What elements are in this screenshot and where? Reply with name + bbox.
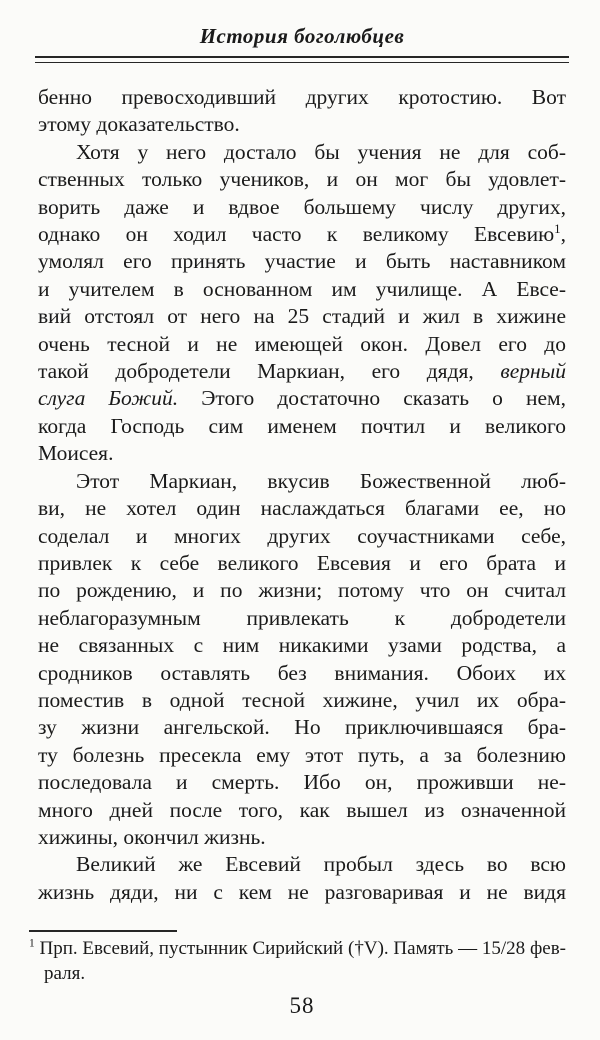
text-run: , bbox=[560, 222, 566, 247]
text-run: Великий же Евсевий пробыл здесь во всю bbox=[76, 852, 566, 877]
text-line bbox=[38, 166, 566, 193]
text-run: бенно превосходивший других кротостию. Вот bbox=[38, 85, 566, 109]
text-line bbox=[38, 248, 566, 275]
text-run: очень тесной и не имеющей окон. Довел его до bbox=[38, 331, 566, 356]
text-line bbox=[38, 879, 566, 906]
text-line bbox=[38, 385, 566, 412]
text-line bbox=[38, 523, 566, 550]
text-line bbox=[38, 276, 566, 303]
text-run: последовала и смерть. Ибо он, проживши не- bbox=[38, 770, 566, 795]
text-run: Моисея. bbox=[38, 441, 114, 466]
text-run: ственных только учеников, и он мог бы удовлет- bbox=[38, 167, 566, 192]
text-line bbox=[38, 221, 566, 248]
text-line bbox=[38, 660, 566, 687]
footnote-rule bbox=[29, 930, 177, 932]
text-line bbox=[38, 632, 566, 659]
text-line bbox=[38, 687, 566, 714]
text-run: однако он ходил часто к великому Евсевию bbox=[38, 222, 555, 247]
text-run: и учителем в основанном им училище. А Евсе- bbox=[38, 276, 566, 301]
text-run: слуга Божий. bbox=[38, 386, 179, 411]
body-text bbox=[38, 84, 566, 906]
text-line bbox=[38, 851, 566, 878]
text-run: поместив в одной тесной хижине, учил их обра- bbox=[38, 687, 566, 712]
text-line bbox=[38, 605, 566, 632]
text-run: соделал и многих других соучастниками себе, bbox=[38, 523, 566, 548]
text-line bbox=[38, 194, 566, 221]
text-line bbox=[38, 413, 566, 440]
text-run: хижины, окончил жизнь. bbox=[38, 824, 266, 849]
text-line bbox=[38, 331, 566, 358]
text-run: неблагоразумным привлекать к добродетели bbox=[38, 605, 566, 630]
footnote-marker: 1 bbox=[554, 221, 561, 236]
header-double-rule bbox=[35, 56, 569, 63]
text-run: вий отстоял от него на 25 стадий и жил в хижине bbox=[38, 304, 566, 329]
running-head-title: История боголюбцев bbox=[199, 24, 405, 48]
page-footer bbox=[29, 930, 566, 1019]
text-run: когда Господь сим именем почтил и великого bbox=[38, 413, 566, 438]
text-line bbox=[38, 84, 566, 111]
footnote-marker: 1 bbox=[29, 937, 35, 950]
text-run: ви, не хотел один наслаждаться благами ее, но bbox=[38, 496, 566, 521]
text-line bbox=[38, 495, 566, 522]
text-run: по рождению, и по жизни; потому что он считал bbox=[38, 578, 566, 603]
text-run: умолял его принять участие и быть наставником bbox=[38, 249, 566, 274]
text-run: жизнь дяди, ни с кем не разговаривая и не видя bbox=[38, 879, 566, 904]
page-header bbox=[38, 24, 566, 63]
text-run: зу жизни ангельской. Но приключившаяся бра- bbox=[38, 715, 566, 740]
text-run: ворить даже и вдвое большему числу других, bbox=[38, 194, 566, 219]
text-line bbox=[38, 139, 566, 166]
text-line bbox=[38, 550, 566, 577]
text-line bbox=[38, 468, 566, 495]
text-run: не связанных с ним никакими узами родства, а bbox=[38, 633, 566, 658]
text-run: раля. bbox=[44, 963, 86, 985]
text-line bbox=[38, 769, 566, 796]
text-line bbox=[38, 824, 566, 851]
text-run: верный bbox=[500, 359, 566, 384]
text-run: сродников оставлять без внимания. Обоих их bbox=[38, 660, 566, 685]
text-line bbox=[38, 577, 566, 604]
text-run: Этого достаточно сказать о нем, bbox=[178, 386, 566, 411]
text-run: этому доказательство. bbox=[38, 112, 240, 137]
text-run: ту болезнь пресекла ему этот путь, а за болезнию bbox=[38, 742, 566, 767]
page-number: 58 bbox=[289, 993, 315, 1019]
text-line bbox=[38, 358, 566, 385]
text-run: такой добродетели Маркиан, его дядя, bbox=[38, 359, 501, 384]
text-line bbox=[38, 797, 566, 824]
text-run: Этот Маркиан, вкусив Божественной люб- bbox=[76, 468, 566, 493]
footnote bbox=[29, 936, 566, 986]
text-line bbox=[38, 714, 566, 741]
text-run: Хотя у него достало бы учения не для соб- bbox=[76, 139, 566, 164]
text-line bbox=[38, 111, 566, 138]
text-line bbox=[38, 303, 566, 330]
text-run: привлек к себе великого Евсевия и его брата и bbox=[38, 550, 566, 575]
text-run: много дней после того, как вышел из означенной bbox=[38, 797, 566, 822]
text-line bbox=[29, 961, 566, 986]
text-line bbox=[38, 440, 566, 467]
text-line bbox=[38, 742, 566, 769]
text-line bbox=[29, 936, 566, 961]
text-run: Прп. Евсевий, пустынник Сирийский (†V). Память — 15/28 фев- bbox=[34, 938, 566, 960]
